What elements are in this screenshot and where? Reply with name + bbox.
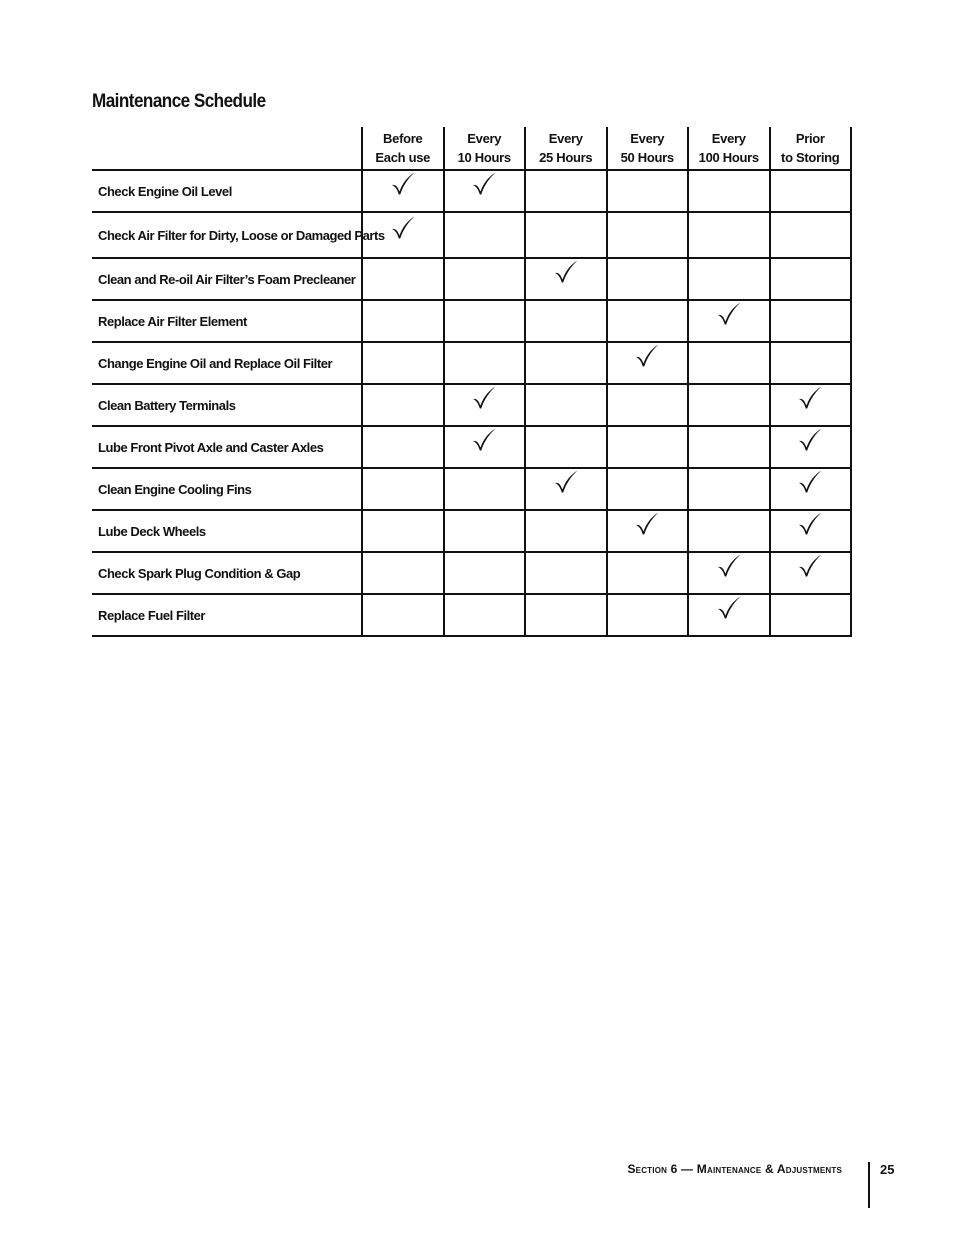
page-number: 25 bbox=[880, 1162, 895, 1177]
column-header-line: Prior bbox=[795, 131, 825, 146]
footer-section-title bbox=[627, 1162, 842, 1176]
checkmark-icon bbox=[797, 385, 823, 411]
schedule-cell bbox=[607, 212, 689, 258]
table-row bbox=[92, 510, 851, 552]
column-header-line: Every bbox=[711, 131, 746, 146]
schedule-cell bbox=[770, 594, 852, 636]
table-row bbox=[92, 258, 851, 300]
schedule-cell bbox=[607, 170, 689, 212]
schedule-cell bbox=[525, 170, 607, 212]
column-header-line: 100 Hours bbox=[698, 150, 759, 165]
checkmark-icon bbox=[716, 301, 742, 327]
schedule-cell bbox=[607, 300, 689, 342]
schedule-cell bbox=[688, 300, 770, 342]
checkmark-icon bbox=[634, 343, 660, 369]
schedule-cell bbox=[362, 594, 444, 636]
schedule-cell bbox=[607, 510, 689, 552]
schedule-cell bbox=[362, 300, 444, 342]
checkmark-icon bbox=[797, 553, 823, 579]
footer-divider bbox=[868, 1162, 870, 1208]
schedule-cell bbox=[444, 300, 526, 342]
task-label: Lube Front Pivot Axle and Caster Axles bbox=[92, 426, 362, 468]
schedule-cell bbox=[607, 594, 689, 636]
table-row bbox=[92, 212, 851, 258]
schedule-cell bbox=[362, 384, 444, 426]
checkmark-icon bbox=[797, 469, 823, 495]
schedule-cell bbox=[770, 384, 852, 426]
schedule-cell bbox=[607, 552, 689, 594]
schedule-cell bbox=[362, 426, 444, 468]
table-row bbox=[92, 552, 851, 594]
checkmark-icon bbox=[553, 259, 579, 285]
schedule-cell bbox=[770, 468, 852, 510]
schedule-cell bbox=[688, 594, 770, 636]
table-row bbox=[92, 594, 851, 636]
task-label: Replace Fuel Filter bbox=[92, 594, 362, 636]
schedule-cell bbox=[607, 384, 689, 426]
column-header-before-each-use bbox=[362, 127, 444, 170]
checkmark-icon bbox=[634, 511, 660, 537]
schedule-cell bbox=[770, 300, 852, 342]
column-header-line: Before bbox=[383, 131, 423, 146]
task-label: Change Engine Oil and Replace Oil Filter bbox=[92, 342, 362, 384]
table-row bbox=[92, 300, 851, 342]
schedule-cell bbox=[688, 552, 770, 594]
page-title: Maintenance Schedule bbox=[92, 91, 266, 112]
maintenance-schedule-table bbox=[92, 127, 852, 637]
task-label: Clean and Re-oil Air Filter’s Foam Precleaner bbox=[92, 258, 362, 300]
schedule-cell bbox=[688, 170, 770, 212]
checkmark-icon bbox=[716, 553, 742, 579]
schedule-cell bbox=[444, 212, 526, 258]
column-header-line: to Storing bbox=[781, 150, 840, 165]
column-header-every-50-hours bbox=[607, 127, 689, 170]
task-label: Replace Air Filter Element bbox=[92, 300, 362, 342]
task-label: Lube Deck Wheels bbox=[92, 510, 362, 552]
schedule-cell bbox=[770, 552, 852, 594]
checkmark-icon bbox=[797, 427, 823, 453]
checkmark-icon bbox=[390, 171, 416, 197]
task-label: Clean Battery Terminals bbox=[92, 384, 362, 426]
schedule-cell bbox=[362, 510, 444, 552]
task-column-header bbox=[92, 127, 362, 170]
schedule-cell bbox=[525, 384, 607, 426]
schedule-cell bbox=[607, 342, 689, 384]
column-header-line: 10 Hours bbox=[457, 150, 511, 165]
checkmark-icon bbox=[553, 469, 579, 495]
column-header-line: 50 Hours bbox=[620, 150, 674, 165]
schedule-cell bbox=[770, 426, 852, 468]
schedule-cell bbox=[525, 468, 607, 510]
table-row bbox=[92, 468, 851, 510]
schedule-cell bbox=[688, 468, 770, 510]
schedule-cell bbox=[444, 258, 526, 300]
schedule-cell bbox=[770, 170, 852, 212]
schedule-cell bbox=[688, 342, 770, 384]
schedule-cell bbox=[525, 552, 607, 594]
column-header-every-25-hours bbox=[525, 127, 607, 170]
schedule-cell bbox=[770, 258, 852, 300]
schedule-cell bbox=[688, 426, 770, 468]
schedule-cell bbox=[444, 170, 526, 212]
checkmark-icon bbox=[471, 427, 497, 453]
schedule-cell bbox=[362, 258, 444, 300]
schedule-cell bbox=[525, 594, 607, 636]
table-row bbox=[92, 342, 851, 384]
schedule-cell bbox=[362, 170, 444, 212]
schedule-cell bbox=[770, 212, 852, 258]
schedule-cell bbox=[444, 468, 526, 510]
column-header-prior-to-storing bbox=[770, 127, 852, 170]
header-row bbox=[92, 127, 851, 170]
schedule-cell bbox=[688, 212, 770, 258]
schedule-cell bbox=[444, 510, 526, 552]
schedule-cell bbox=[525, 342, 607, 384]
footer-section-text: Section 6 — Maintenance & Adjustments bbox=[627, 1162, 842, 1176]
task-label: Clean Engine Cooling Fins bbox=[92, 468, 362, 510]
schedule-cell bbox=[688, 384, 770, 426]
schedule-cell bbox=[525, 426, 607, 468]
task-label: Check Engine Oil Level bbox=[92, 170, 362, 212]
column-header-every-10-hours bbox=[444, 127, 526, 170]
schedule-cell bbox=[770, 510, 852, 552]
schedule-cell bbox=[362, 468, 444, 510]
schedule-cell bbox=[444, 594, 526, 636]
schedule-cell bbox=[444, 426, 526, 468]
column-header-line: Every bbox=[548, 131, 583, 146]
schedule-cell bbox=[607, 426, 689, 468]
schedule-cell bbox=[688, 258, 770, 300]
column-header-line: 25 Hours bbox=[539, 150, 593, 165]
schedule-cell bbox=[525, 258, 607, 300]
schedule-cell bbox=[770, 342, 852, 384]
schedule-cell bbox=[362, 552, 444, 594]
schedule-cell bbox=[607, 258, 689, 300]
schedule-cell bbox=[525, 510, 607, 552]
table-row bbox=[92, 384, 851, 426]
task-label: Check Spark Plug Condition & Gap bbox=[92, 552, 362, 594]
checkmark-icon bbox=[390, 215, 416, 241]
checkmark-icon bbox=[471, 385, 497, 411]
schedule-cell bbox=[525, 300, 607, 342]
schedule-cell bbox=[362, 342, 444, 384]
schedule-cell bbox=[525, 212, 607, 258]
schedule-cell bbox=[444, 384, 526, 426]
checkmark-icon bbox=[716, 595, 742, 621]
schedule-cell bbox=[607, 468, 689, 510]
schedule-cell bbox=[444, 342, 526, 384]
column-header-line: Every bbox=[467, 131, 502, 146]
column-header-line: Each use bbox=[375, 150, 431, 165]
schedule-cell bbox=[444, 552, 526, 594]
table-row bbox=[92, 170, 851, 212]
column-header-line: Every bbox=[630, 131, 665, 146]
column-header-every-100-hours bbox=[688, 127, 770, 170]
checkmark-icon bbox=[797, 511, 823, 537]
checkmark-icon bbox=[471, 171, 497, 197]
table-row bbox=[92, 426, 851, 468]
task-label: Check Air Filter for Dirty, Loose or Damaged Parts bbox=[92, 212, 362, 258]
schedule-cell bbox=[688, 510, 770, 552]
